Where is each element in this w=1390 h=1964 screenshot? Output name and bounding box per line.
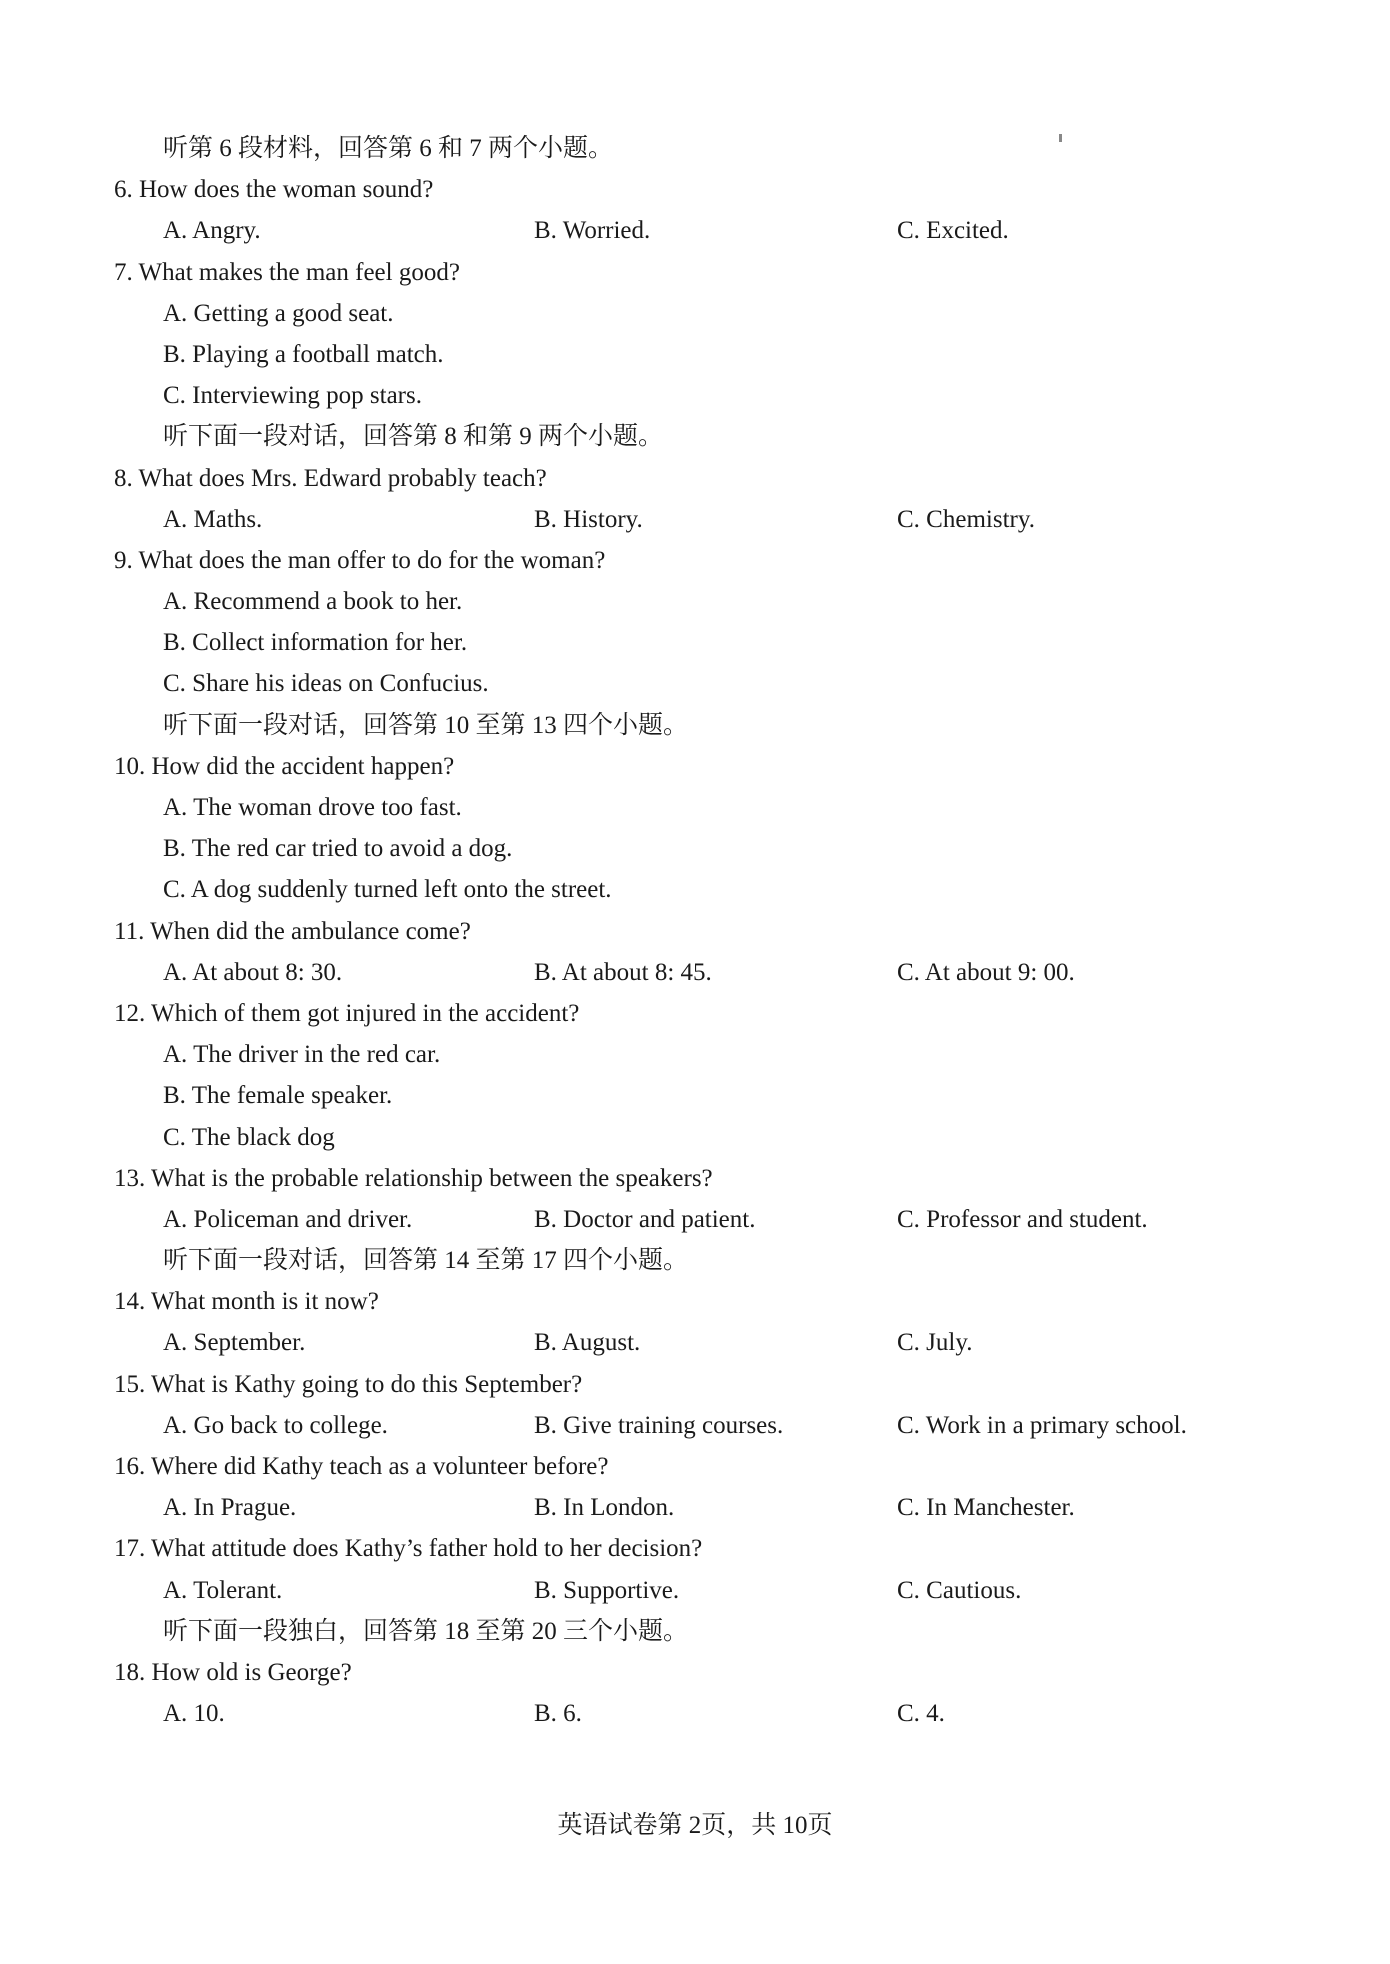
- option-c: C. Work in a primary school.: [897, 1411, 1187, 1439]
- option-c: C. Excited.: [897, 217, 1009, 245]
- question-17: 17. What attitude does Kathy’s father hold to her decision?: [114, 1535, 703, 1563]
- question-9: 9. What does the man offer to do for the woman?: [114, 546, 606, 574]
- question-10: 10. How did the accident happen?: [114, 752, 455, 780]
- option-a: A. Angry.: [163, 217, 261, 245]
- question-list: [0, 128, 1390, 1734]
- question-12: 12. Which of them got injured in the accident?: [114, 999, 580, 1027]
- page-footer: 英语试卷第 2页，共 10页: [557, 1812, 833, 1839]
- option-b: B. Playing a football match.: [163, 340, 444, 368]
- option-b: B. History.: [534, 505, 643, 533]
- question-8: 8. What does Mrs. Edward probably teach?: [114, 464, 547, 492]
- options-16: [0, 1487, 1390, 1528]
- section-instruction: 听下面一段独白，回答第 18 至第 20 三个小题。: [163, 1617, 689, 1645]
- options-14: [0, 1322, 1390, 1363]
- option-b: B. Give training courses.: [534, 1411, 784, 1439]
- option-b: B. The red car tried to avoid a dog.: [163, 835, 513, 863]
- option-c: C. 4.: [897, 1700, 945, 1728]
- section-instruction: 听第 6 段材料，回答第 6 和 7 两个小题。: [163, 135, 614, 162]
- question-7: 7. What makes the man feel good?: [114, 258, 460, 286]
- option-b: B. At about 8: 45.: [534, 958, 712, 986]
- option-b: B. 6.: [534, 1700, 582, 1728]
- option-b: B. Supportive.: [534, 1576, 680, 1604]
- option-b: B. In London.: [534, 1494, 675, 1522]
- option-c: C. July.: [897, 1329, 973, 1357]
- options-15: [0, 1405, 1390, 1446]
- option-c: C. Chemistry.: [897, 505, 1035, 533]
- option-b: B. Collect information for her.: [163, 629, 468, 657]
- options-8: [0, 499, 1390, 540]
- options-11: [0, 952, 1390, 993]
- question-15: 15. What is Kathy going to do this September?: [114, 1370, 583, 1398]
- option-b: B. August.: [534, 1329, 641, 1357]
- section-instruction: 听下面一段对话，回答第 10 至第 13 四个小题。: [163, 711, 689, 739]
- option-a: A. The driver in the red car.: [163, 1041, 441, 1069]
- option-c: C. Share his ideas on Confucius.: [163, 670, 489, 698]
- option-a: A. Go back to college.: [163, 1411, 388, 1439]
- option-a: A. Maths.: [163, 505, 263, 533]
- option-a: A. Recommend a book to her.: [163, 588, 463, 616]
- options-13: [0, 1199, 1390, 1240]
- section-instruction: 听下面一段对话，回答第 14 至第 17 四个小题。: [163, 1247, 689, 1275]
- option-a: A. Getting a good seat.: [163, 299, 394, 327]
- option-a: A. In Prague.: [163, 1494, 297, 1522]
- option-b: B. The female speaker.: [163, 1082, 393, 1110]
- option-c: C. The black dog: [163, 1123, 335, 1151]
- option-c: C. Professor and student.: [897, 1205, 1148, 1233]
- option-c: C. Interviewing pop stars.: [163, 382, 422, 410]
- question-13: 13. What is the probable relationship between the speakers?: [114, 1164, 713, 1192]
- option-c: C. Cautious.: [897, 1576, 1022, 1604]
- option-a: A. At about 8: 30.: [163, 958, 343, 986]
- option-a: A. September.: [163, 1329, 306, 1357]
- option-b: B. Doctor and patient.: [534, 1205, 756, 1233]
- question-16: 16. Where did Kathy teach as a volunteer before?: [114, 1453, 609, 1480]
- option-c: C. A dog suddenly turned left onto the street.: [163, 876, 612, 904]
- option-a: A. Tolerant.: [163, 1576, 283, 1604]
- question-11: 11. When did the ambulance come?: [114, 917, 471, 945]
- option-c: C. At about 9: 00.: [897, 958, 1075, 986]
- option-a: A. The woman drove too fast.: [163, 794, 462, 821]
- question-14: 14. What month is it now?: [114, 1288, 379, 1316]
- question-18: 18. How old is George?: [114, 1658, 352, 1686]
- option-a: A. 10.: [163, 1700, 225, 1728]
- options-17: [0, 1570, 1390, 1611]
- option-b: B. Worried.: [534, 217, 651, 245]
- section-instruction: 听下面一段对话，回答第 8 和第 9 两个小题。: [163, 423, 664, 451]
- option-a: A. Policeman and driver.: [163, 1205, 413, 1233]
- options-6: [0, 210, 1390, 251]
- question-6: 6. How does the woman sound?: [114, 176, 434, 204]
- option-c: C. In Manchester.: [897, 1494, 1075, 1522]
- options-18: [0, 1693, 1390, 1734]
